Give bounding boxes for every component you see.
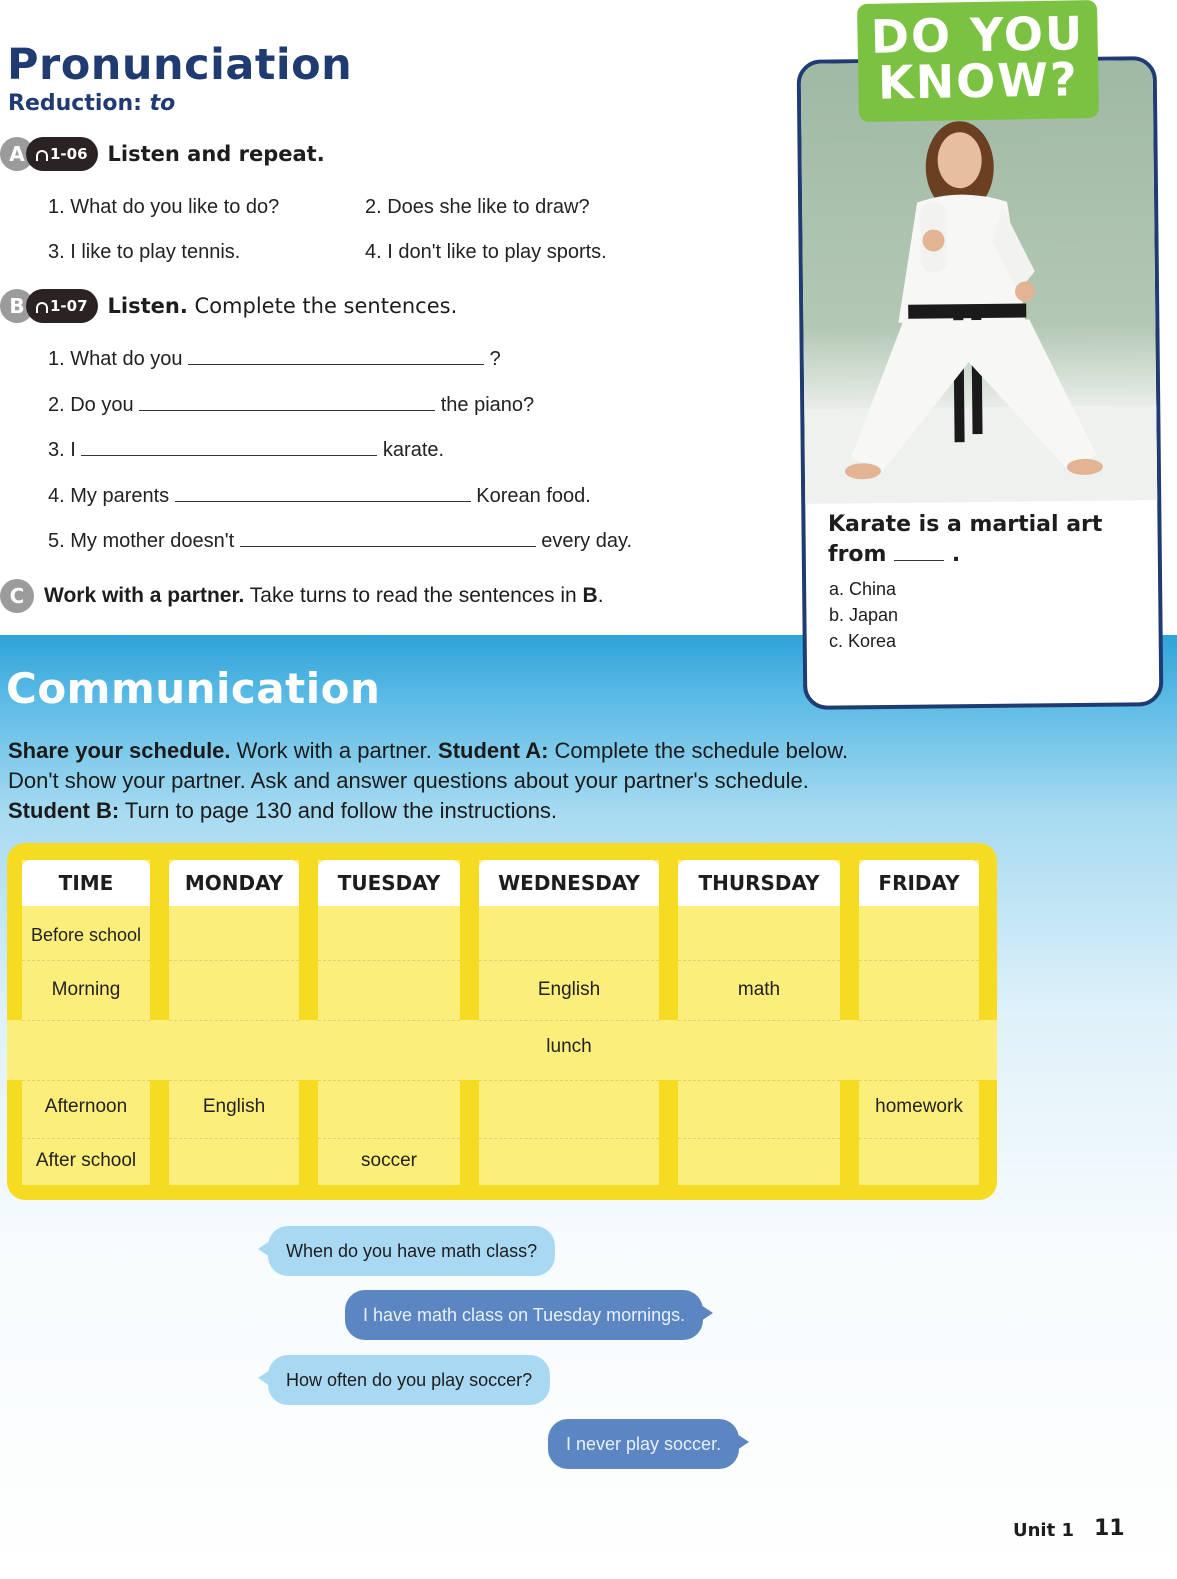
exercise-c-period: . <box>597 584 604 607</box>
item-text: the piano? <box>440 394 535 416</box>
list-item: 3. I like to play tennis. <box>48 241 241 263</box>
speech-bubble-question <box>268 1355 550 1405</box>
audio-track-number: 1-06 <box>50 145 88 163</box>
answer-blank[interactable] <box>81 442 377 456</box>
time-label: Afternoon <box>44 1096 128 1117</box>
schedule-cell[interactable]: English <box>537 979 601 1000</box>
do-you-know-question <box>828 510 1148 570</box>
exercise-c-instruction: Take turns to read the sentences in <box>249 584 577 607</box>
lunch-label: lunch <box>546 1036 592 1057</box>
exercise-b-header <box>4 289 457 323</box>
question-text: . <box>951 542 961 567</box>
exercise-letter-b: B <box>0 289 34 323</box>
item-text: every day. <box>541 530 633 552</box>
list-item: 4. I don't like to play sports. <box>365 241 607 263</box>
fill-in-item <box>48 348 501 371</box>
column-time <box>22 860 150 1185</box>
item-text: 2. Do you <box>48 394 134 416</box>
column-wednesday <box>479 860 659 1185</box>
exercise-c-instruction-ref: B <box>582 584 598 607</box>
speech-bubble-question <box>268 1226 555 1276</box>
subtitle-label: Reduction: <box>8 91 142 116</box>
answer-blank[interactable] <box>188 351 484 365</box>
badge-line: KNOW? <box>877 52 1080 110</box>
audio-track-number: 1-07 <box>50 297 88 315</box>
exercise-letter-a: A <box>0 137 34 171</box>
column-header: MONDAY <box>169 860 299 906</box>
item-text: 3. I <box>48 439 76 461</box>
item-text: 4. My parents <box>48 485 170 507</box>
column-header: WEDNESDAY <box>479 860 659 906</box>
instruction-text: Complete the schedule below. <box>554 738 849 763</box>
footer-unit-label: Unit 1 <box>1013 1520 1074 1541</box>
column-thursday <box>678 860 840 1185</box>
list-item: 1. What do you like to do? <box>48 196 280 218</box>
fill-in-item <box>48 439 444 462</box>
column-header: TIME <box>22 860 150 906</box>
list-item: 2. Does she like to draw? <box>365 196 590 218</box>
do-you-know-badge <box>857 0 1099 122</box>
instruction-bold: Student A: <box>438 738 549 763</box>
instruction-bold: Share your schedule. <box>8 738 231 763</box>
column-header: THURSDAY <box>678 860 840 906</box>
schedule-cell[interactable]: soccer <box>361 1150 417 1171</box>
item-text: Korean food. <box>476 485 591 507</box>
column-header: TUESDAY <box>318 860 460 906</box>
bubble-text: When do you have math class? <box>286 1240 538 1261</box>
exercise-c-header <box>4 579 604 613</box>
karate-girl-illustration <box>801 60 1164 504</box>
time-label: Morning <box>51 979 121 1000</box>
exercise-a-instruction: Listen and repeat. <box>107 142 325 166</box>
fill-in-item <box>48 485 591 508</box>
schedule-cell[interactable]: homework <box>875 1096 963 1117</box>
answer-option[interactable]: c. Korea <box>829 631 897 651</box>
column-monday <box>169 860 299 1185</box>
answer-blank[interactable] <box>240 533 536 547</box>
time-label: After school <box>35 1150 137 1171</box>
answer-blank[interactable] <box>894 549 944 561</box>
exercise-b-instruction: Complete the sentences. <box>194 294 458 318</box>
communication-instructions <box>8 736 1008 826</box>
answer-blank[interactable] <box>175 488 471 502</box>
pronunciation-subtitle <box>8 91 175 116</box>
schedule-table <box>7 843 997 1200</box>
question-text: Karate is a martial art <box>828 512 1103 537</box>
item-text: karate. <box>382 439 445 461</box>
instruction-text: Turn to page 130 and follow the instructions. <box>124 798 558 823</box>
column-header: FRIDAY <box>859 860 979 906</box>
answer-option[interactable]: b. Japan <box>829 605 899 625</box>
headphones-icon <box>36 302 48 313</box>
section-title-pronunciation: Pronunciation <box>7 40 353 90</box>
page-number: 11 <box>1094 1516 1125 1541</box>
subtitle-word: to <box>149 91 176 116</box>
exercise-b-instruction-bold: Listen. <box>107 294 188 318</box>
instruction-bold: Student B: <box>8 798 120 823</box>
headphones-icon <box>36 150 48 161</box>
column-tuesday <box>318 860 460 1185</box>
audio-track-button[interactable] <box>26 289 98 323</box>
section-title-communication: Communication <box>6 664 381 713</box>
badge-line: DO YOU <box>870 6 1085 64</box>
answer-blank[interactable] <box>139 397 435 411</box>
fill-in-item <box>48 394 534 417</box>
instruction-text: Don't show your partner. Ask and answer questions about your partner's schedule. <box>8 768 809 793</box>
item-text: 5. My mother doesn't <box>48 530 235 552</box>
karate-photo <box>801 60 1158 504</box>
exercise-letter-c: C <box>0 579 34 613</box>
schedule-cell[interactable]: English <box>202 1096 266 1117</box>
answer-option[interactable]: a. China <box>829 579 897 599</box>
bubble-text: I never play soccer. <box>566 1433 722 1454</box>
time-label: Before school <box>30 925 142 945</box>
column-friday <box>859 860 979 1185</box>
exercise-a-header <box>4 137 325 171</box>
schedule-cell[interactable]: math <box>737 979 781 1000</box>
item-text: ? <box>489 348 501 370</box>
item-text: 1. What do you <box>48 348 183 370</box>
question-text: from <box>828 542 887 567</box>
exercise-c-instruction-bold: Work with a partner. <box>44 584 245 607</box>
instruction-text: Work with a partner. <box>236 738 432 763</box>
fill-in-item <box>48 530 632 553</box>
audio-track-button[interactable] <box>26 137 98 171</box>
speech-bubble-answer <box>345 1290 703 1340</box>
bubble-text: How often do you play soccer? <box>286 1369 533 1390</box>
bubble-text: I have math class on Tuesday mornings. <box>363 1304 686 1325</box>
speech-bubble-answer <box>548 1419 739 1469</box>
